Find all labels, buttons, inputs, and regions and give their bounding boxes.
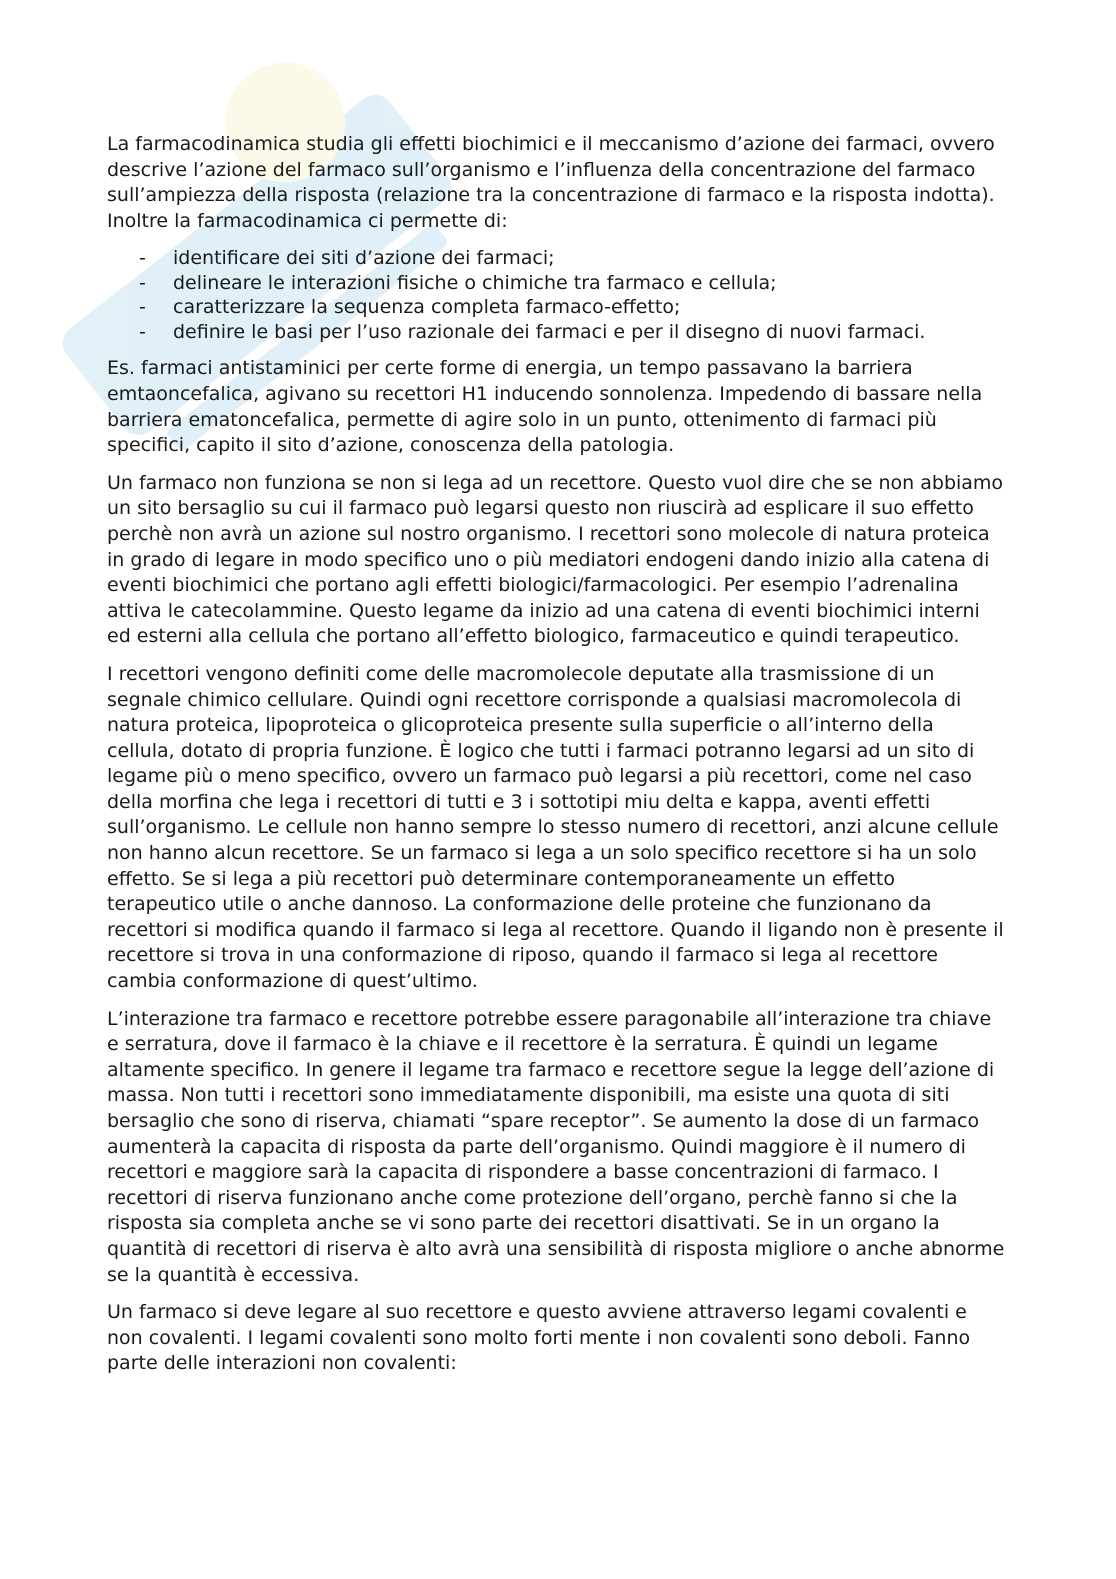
objectives-list (107, 246, 1007, 344)
antihistamine-paragraph: Es. farmaci antistaminici per certe forme di energia, un tempo passavano la barriera emtaoncefalica, agivano su recettori H1 inducendo sonnolenza. Impedendo di bassare nella barriera ematoncefalica, permette di agire solo in un punto, ottenimento di farmaci più specifici, capito il sito d’azione, conoscenza della patologia. (107, 357, 983, 457)
list-item: - delineare le interazioni fisiche o chimiche tra farmaco e cellula; (139, 271, 777, 294)
receptor-binding-paragraph: Un farmaco non funziona se non si lega ad un recettore. Questo vuol dire che se non abbiamo un sito bersaglio su cui il farmaco può legarsi questo non riuscirà ad esplicare il suo effetto perchè non avrà un azione sul nostro organismo. I recettori sono molecole di natura proteica in grado di legare in modo specifico uno o più mediatori endogeni dando inizio alla catena di eventi biochimici che portano agli effetti biologici/farmacologici. Per esempio l’adrenalina attiva le catecolammine. Questo legame da inizio ad una catena di eventi biochimici interni ed esterni alla cellula che portano all’effetto biologico, farmaceutico e quindi terapeutico. (107, 471, 1004, 648)
document-body (107, 132, 1007, 1389)
lock-and-key-paragraph: L’interazione tra farmaco e recettore potrebbe essere paragonabile all’interazione tra chiave e serratura, dove il farmaco è la chiave e il recettore è la serratura. È quindi un legame altamente specifico. In genere il legame tra farmaco e recettore segue la legge dell’azione di massa. Non tutti i recettori sono immediatamente disponibili, ma esiste una quota di siti bersaglio che sono di riserva, chiamati “spare receptor”. Se aumento la dose di un farmaco aumenterà la capacita di risposta da parte dell’organismo. Quindi maggiore è il numero di recettori e maggiore sarà la capacita di rispondere a basse concentrazioni di farmaco. I recettori di riserva funzionano anche come protezione dell’organo, perchè fanno si che la risposta sia completa anche se vi sono parte dei recettori disattivati. Se in un organo la quantità di recettori di riserva è alto avrà una sensibilità di risposta migliore o anche abnorme se la quantità è eccessiva. (107, 1007, 1005, 1286)
intro-paragraph: La farmacodinamica studia gli effetti biochimici e il meccanismo d’azione dei farmaci, ovvero descrive l’azione del farmaco sull’organismo e l’influenza della concentrazione del farmaco sull’ampiezza della risposta (relazione tra la concentrazione di farmaco e la risposta indotta). Inoltre la farmacodinamica ci permette di: (107, 133, 995, 232)
covalent-bonds-paragraph: Un farmaco si deve legare al suo recettore e questo avviene attraverso legami covalenti e non covalenti. I legami covalenti sono molto forti mente i non covalenti sono deboli. Fanno parte delle interazioni non covalenti: (107, 1301, 971, 1375)
list-item: - definire le basi per l’uso razionale dei farmaci e per il disegno di nuovi farmaci. (139, 320, 926, 343)
receptor-definition-paragraph: I recettori vengono definiti come delle macromolecole deputate alla trasmissione di un segnale chimico cellulare. Quindi ogni recettore corrisponde a qualsiasi macromolecola di natura proteica, lipoproteica o glicoproteica presente sulla superficie o all’interno della cellula, dotato di propria funzione. È logico che tutti i farmaci potranno legarsi ad un sito di legame più o meno specifico, ovvero un farmaco può legarsi a più recettori, come nel caso della morfina che lega i recettori di tutti e 3 i sottotipi miu delta e kappa, aventi effetti sull’organismo. Le cellule non hanno sempre lo stesso numero di recettori, anzi alcune cellule non hanno alcun recettore. Se un farmaco si lega a un solo specifico recettore si ha un solo effetto. Se si lega a più recettori può determinare contemporaneamente un effetto terapeutico utile o anche dannoso. La conformazione delle proteine che funzionano da recettori si modifica quando il farmaco si lega al recettore. Quando il ligando non è presente il recettore si trova in una conformazione di riposo, quando il farmaco si lega al recettore cambia conformazione di quest’ultimo. (107, 662, 1004, 993)
list-item: - identificare dei siti d’azione dei farmaci; (139, 247, 555, 270)
bullet-dash: - (139, 247, 146, 270)
bullet-dash: - (139, 320, 146, 343)
bullet-dash: - (139, 296, 146, 319)
bullet-dash: - (139, 271, 146, 294)
list-item: - caratterizzare la sequenza completa farmaco-effetto; (139, 296, 681, 319)
